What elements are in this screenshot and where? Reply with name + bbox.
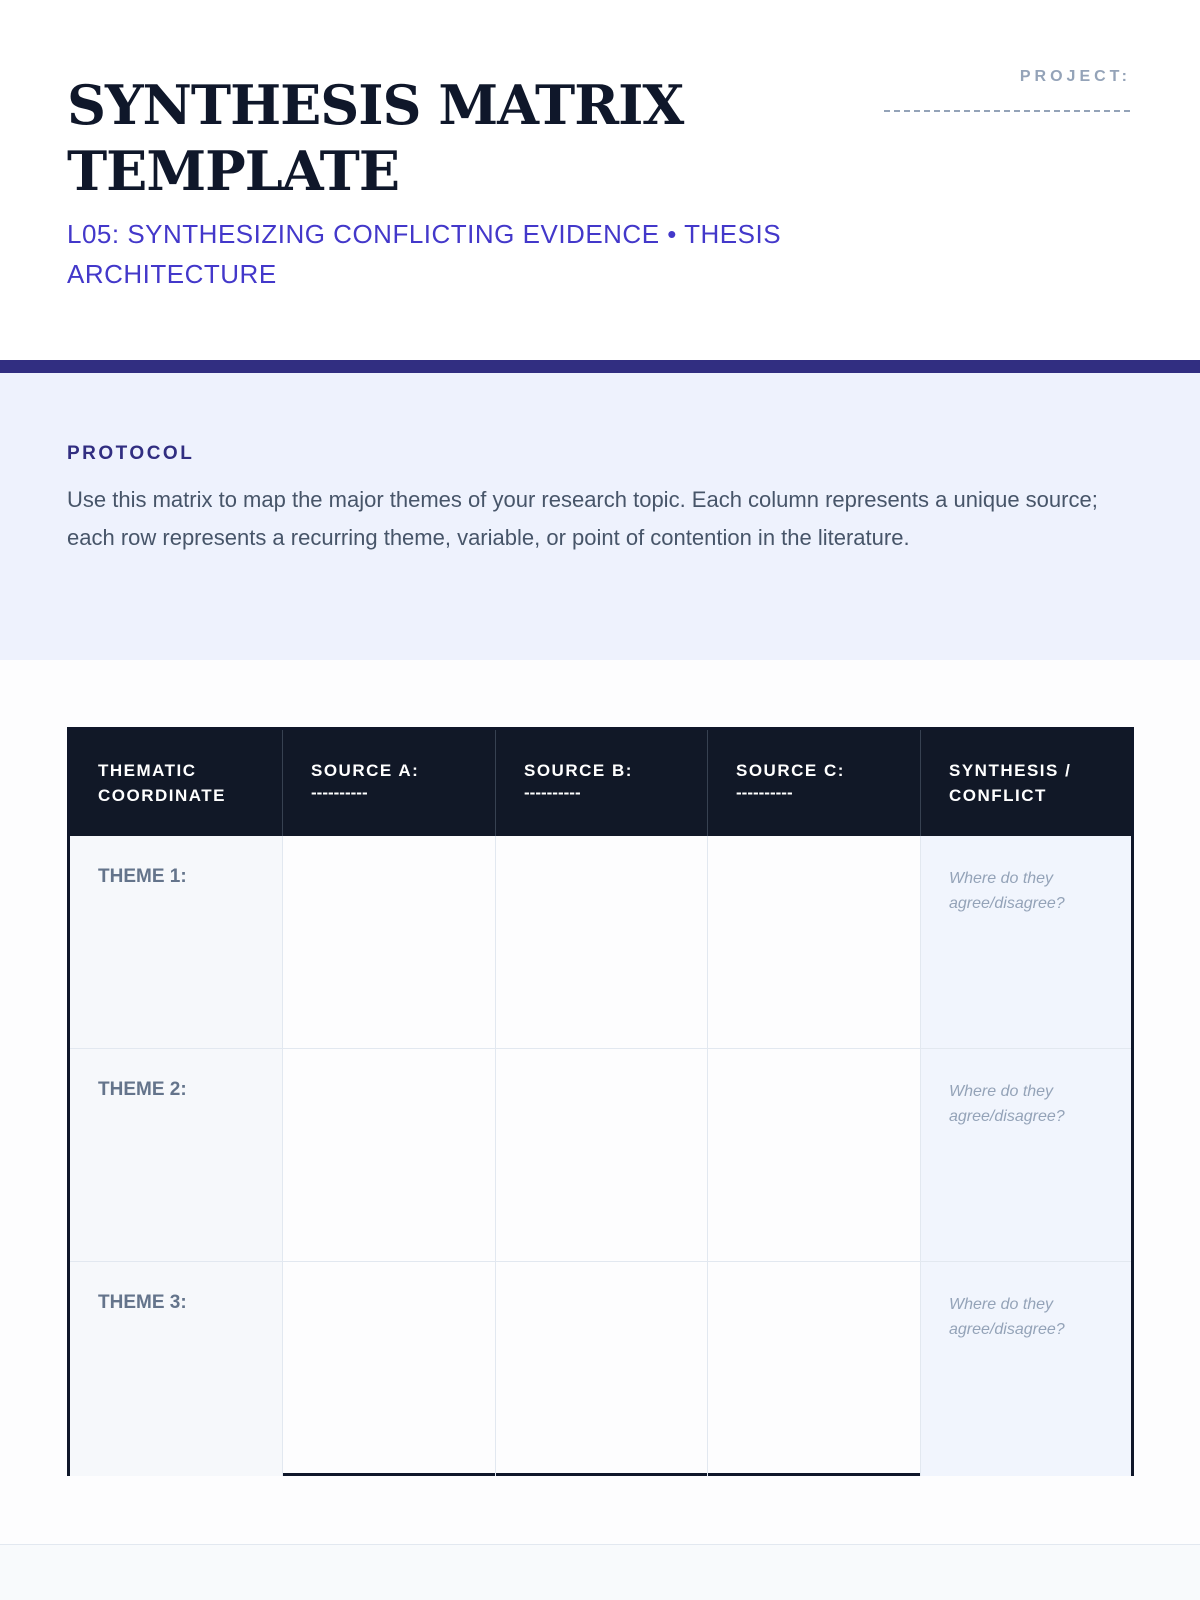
protocol-section [0, 373, 1200, 660]
synthesis-cell[interactable]: Where do they agree/disagree? [921, 1049, 1131, 1261]
column-header-synthesis-conflict [921, 730, 1131, 836]
page-title: SYNTHESIS MATRIX TEMPLATE [67, 73, 684, 203]
source-c-name-blank[interactable]: ---------- [736, 783, 793, 802]
table-row [70, 836, 1131, 1049]
project-label: PROJECT: [1019, 68, 1131, 85]
theme-label: THEME 3: [70, 1262, 283, 1476]
column-header-source-c [708, 730, 921, 836]
column-header-label: SOURCE A: [311, 761, 420, 780]
table-row [70, 1049, 1131, 1262]
source-c-cell[interactable] [708, 1262, 921, 1476]
column-header-label: SOURCE B: [524, 761, 633, 780]
source-a-cell[interactable] [283, 836, 496, 1048]
theme-label: THEME 1: [70, 836, 283, 1048]
column-header-label: SYNTHESIS / CONFLICT [949, 761, 1072, 805]
source-b-cell[interactable] [496, 1262, 708, 1476]
source-a-name-blank[interactable]: ---------- [311, 783, 368, 802]
source-b-name-blank[interactable]: ---------- [524, 783, 581, 802]
source-c-cell[interactable] [708, 836, 921, 1048]
source-a-cell[interactable] [283, 1262, 496, 1476]
matrix-body [70, 836, 1131, 1476]
synthesis-cell[interactable]: Where do they agree/disagree? [921, 836, 1131, 1048]
column-header-label: SOURCE C: [736, 761, 845, 780]
column-header-source-b [496, 730, 708, 836]
source-b-cell[interactable] [496, 836, 708, 1048]
column-header-thematic-coordinate [70, 730, 283, 836]
table-row [70, 1262, 1131, 1476]
theme-label: THEME 2: [70, 1049, 283, 1261]
project-name-blank[interactable] [884, 110, 1130, 112]
source-a-cell[interactable] [283, 1049, 496, 1261]
synthesis-cell[interactable]: Where do they agree/disagree? [921, 1262, 1131, 1476]
matrix-header-row [70, 730, 1131, 836]
source-b-cell[interactable] [496, 1049, 708, 1261]
header-divider [0, 360, 1200, 373]
page-subtitle: L05: SYNTHESIZING CONFLICTING EVIDENCE • THESIS ARCHITECTURE [67, 219, 782, 289]
column-header-label: THEMATIC COORDINATE [98, 761, 227, 805]
column-header-source-a [283, 730, 496, 836]
synthesis-matrix-table [67, 727, 1134, 1476]
footer-band [0, 1544, 1200, 1600]
protocol-text: Use this matrix to map the major themes of your research topic. Each column represents a unique source; each row represents a recurring theme, variable, or point of contention in the literature. [67, 487, 1098, 550]
page-header [0, 0, 1200, 360]
source-c-cell[interactable] [708, 1049, 921, 1261]
protocol-heading: PROTOCOL [67, 443, 195, 464]
